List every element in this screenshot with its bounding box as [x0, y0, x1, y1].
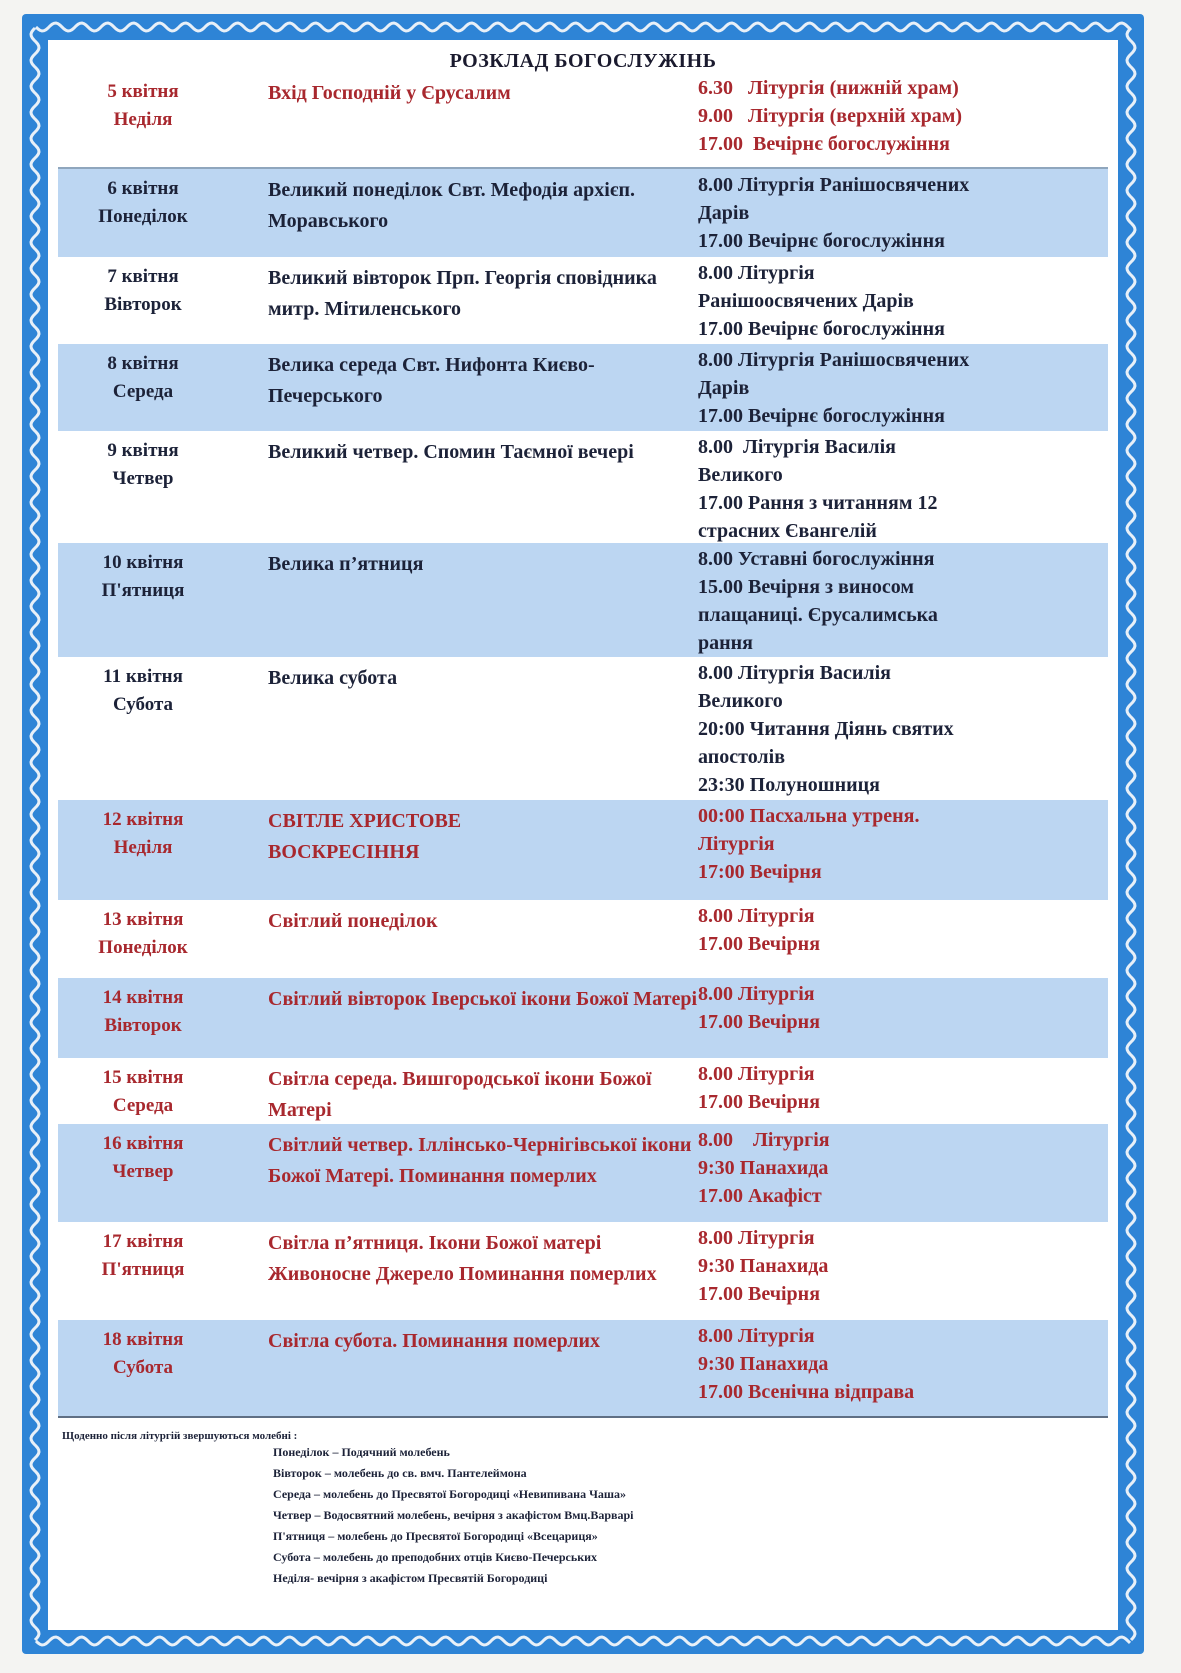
row-service: 8.00 Літургія Ранішосвячених [698, 349, 970, 371]
row-service: Великого [698, 690, 783, 712]
row-service: 6.30 Літургія (нижній храм) [698, 77, 959, 99]
row-date: 13 квітня [102, 909, 184, 930]
row-service: апостолів [698, 746, 786, 768]
row-service: плащаниці. Єрусалимська [698, 604, 938, 626]
row-feast: Велика субота [268, 667, 398, 689]
row-service: 17.00 Вечірнє богослужіння [698, 405, 945, 427]
row-feast: Світла середа. Вишгородської ікони Божої Матері [268, 1068, 652, 1121]
row-day: Середа [112, 381, 174, 402]
row-service: 8.00 Літургія [698, 262, 815, 284]
schedule-sheet [48, 40, 1118, 1630]
row-service: 17:00 Вечірня [698, 861, 822, 883]
row-service: 23:30 Полуношниця [698, 774, 880, 796]
row-feast: Великий вівторок Прп. Георгія сповідника митр. Мітиленського [268, 267, 657, 320]
row-service: 8.00 Літургія Ранішосвячених [698, 174, 970, 196]
row-service: 8.00 Літургія Василія [698, 436, 896, 458]
schedule-row [58, 978, 1108, 1058]
schedule-row [58, 431, 1108, 543]
row-feast: Світла п’ятниця. Ікони Божої матері Живоносне Джерело Поминання померлих [268, 1232, 657, 1285]
notes-item: П'ятниця – молебень до Пресвятої Богородиці «Всецариця» [273, 1529, 598, 1543]
row-date: 10 квітня [102, 552, 184, 573]
row-day: Неділя [113, 837, 173, 858]
schedule-row [58, 72, 1108, 167]
row-date: 8 квітня [107, 353, 179, 374]
notes-item: Середа – молебень до Пресвятої Богородиці «Невипивана Чаша» [273, 1487, 627, 1501]
schedule-row [58, 900, 1108, 978]
row-service: страсних Євангелій [698, 520, 877, 542]
row-day: Середа [112, 1095, 174, 1116]
row-feast: Вхід Господній у Єрусалим [268, 82, 511, 104]
row-service: 8.00 Літургія [698, 1063, 815, 1085]
row-date: 15 квітня [102, 1067, 184, 1088]
row-day: П'ятниця [101, 1259, 185, 1280]
row-date: 12 квітня [102, 809, 184, 830]
row-date: 5 квітня [107, 81, 179, 102]
notes-item: Понеділок – Подячний молебень [273, 1445, 450, 1459]
row-feast: Велика п’ятниця [268, 553, 424, 575]
schedule-row [58, 167, 1108, 257]
row-service: 8.00 Уставні богослужіння [698, 548, 935, 570]
schedule-row [58, 257, 1108, 344]
row-date: 6 квітня [107, 178, 179, 199]
row-service: 17.00 Вечірня [698, 1283, 821, 1305]
row-service: Великого [698, 464, 783, 486]
row-day: Субота [112, 694, 174, 715]
row-day: Понеділок [98, 206, 188, 227]
schedule-row [58, 543, 1108, 657]
row-service: 17.00 Вечірня [698, 1091, 821, 1113]
row-day: П'ятниця [101, 580, 185, 601]
row-date: 7 квітня [107, 266, 179, 287]
schedule-row [58, 1222, 1108, 1320]
row-feast: Світлий вівторок Іверської ікони Божої Матері [268, 988, 698, 1010]
row-feast: Світлий четвер. Іллінсько-Чернігівської ікони Божої Матері. Поминання померлих [268, 1134, 692, 1187]
notes-item: Четвер – Водосвятний молебень, вечірня з акафістом Вмц.Варварі [273, 1508, 634, 1522]
row-service: 17.00 Вечірнє богослужіння [698, 230, 945, 252]
schedule-row [58, 800, 1108, 900]
row-service: 00:00 Пасхальна утреня. [698, 805, 920, 827]
schedule-row [58, 344, 1108, 431]
row-feast: СВІТЛЕ ХРИСТОВЕ ВОСКРЕСІННЯ [268, 810, 462, 863]
row-service: 17.00 Вечірня [698, 933, 821, 955]
schedule-row [58, 1320, 1108, 1418]
row-day: Вівторок [104, 294, 182, 315]
row-service: 8.00 Літургія [698, 905, 815, 927]
row-service: 17.00 Рання з читанням 12 [698, 492, 938, 514]
row-service: 15.00 Вечірня з виносом [698, 576, 915, 598]
daily-prayers-notes [58, 1430, 1108, 1589]
page-title: РОЗКЛАД БОГОСЛУЖІНЬ [449, 50, 717, 72]
row-service: 17.00 Вечірнє богослужіння [698, 133, 950, 155]
row-date: 14 квітня [102, 987, 184, 1008]
schedule-row [58, 1058, 1108, 1124]
row-day: Четвер [112, 468, 174, 489]
row-date: 16 квітня [102, 1133, 184, 1154]
row-service: 20:00 Читання Діянь святих [698, 718, 954, 740]
row-day: Вівторок [104, 1015, 182, 1036]
row-service: Літургія [698, 833, 775, 855]
row-service: Дарів [698, 377, 750, 399]
row-feast: Великий понеділок Свт. Мефодія архієп. Моравського [268, 179, 636, 232]
row-date: 9 квітня [107, 440, 179, 461]
schedule-row [58, 657, 1108, 800]
row-service: 9:30 Панахида [698, 1353, 829, 1375]
row-feast: Світла субота. Поминання померлих [268, 1330, 600, 1352]
notes-item: Неділя- вечірня з акафістом Пресвятій Богородиці [273, 1571, 548, 1585]
row-service: 8.00 Літургія [698, 1325, 815, 1347]
row-date: 11 квітня [103, 666, 183, 687]
row-service: рання [698, 632, 753, 654]
row-day: Субота [112, 1357, 174, 1378]
notes-item: Субота – молебень до преподобних отців Києво-Печерських [273, 1550, 598, 1564]
row-feast: Велика середа Свт. Нифонта Києво-Печерського [268, 354, 595, 407]
row-service: 8.00 Літургія [698, 1227, 815, 1249]
row-service: 8.00 Літургія [698, 983, 815, 1005]
row-day: Неділя [113, 109, 173, 130]
row-service: 9.00 Літургія (верхній храм) [698, 105, 963, 127]
row-service: 17.00 Акафіст [698, 1185, 822, 1207]
row-date: 18 квітня [102, 1329, 184, 1350]
row-service: 9:30 Панахида [698, 1157, 829, 1179]
row-feast: Світлий понеділок [268, 910, 438, 932]
notes-header: Щоденно після літургій звершуються молебні : [62, 1430, 298, 1442]
row-service: Дарів [698, 202, 750, 224]
row-feast: Великий четвер. Спомин Таємної вечері [268, 441, 634, 463]
row-day: Понеділок [98, 937, 188, 958]
row-service: Ранішоосвячених Дарів [698, 290, 914, 312]
row-service: 17.00 Вечірня [698, 1011, 821, 1033]
row-service: 9:30 Панахида [698, 1255, 829, 1277]
row-service: 8.00 Літургія [698, 1129, 830, 1151]
notes-item: Вівторок – молебень до св. вмч. Пантелеймона [273, 1466, 527, 1480]
row-service: 17.00 Всенічна відправа [698, 1381, 915, 1403]
row-service: 8.00 Літургія Василія [698, 662, 891, 684]
row-day: Четвер [112, 1161, 174, 1182]
schedule-row [58, 1124, 1108, 1222]
row-service: 17.00 Вечірнє богослужіння [698, 318, 945, 340]
row-date: 17 квітня [102, 1231, 184, 1252]
